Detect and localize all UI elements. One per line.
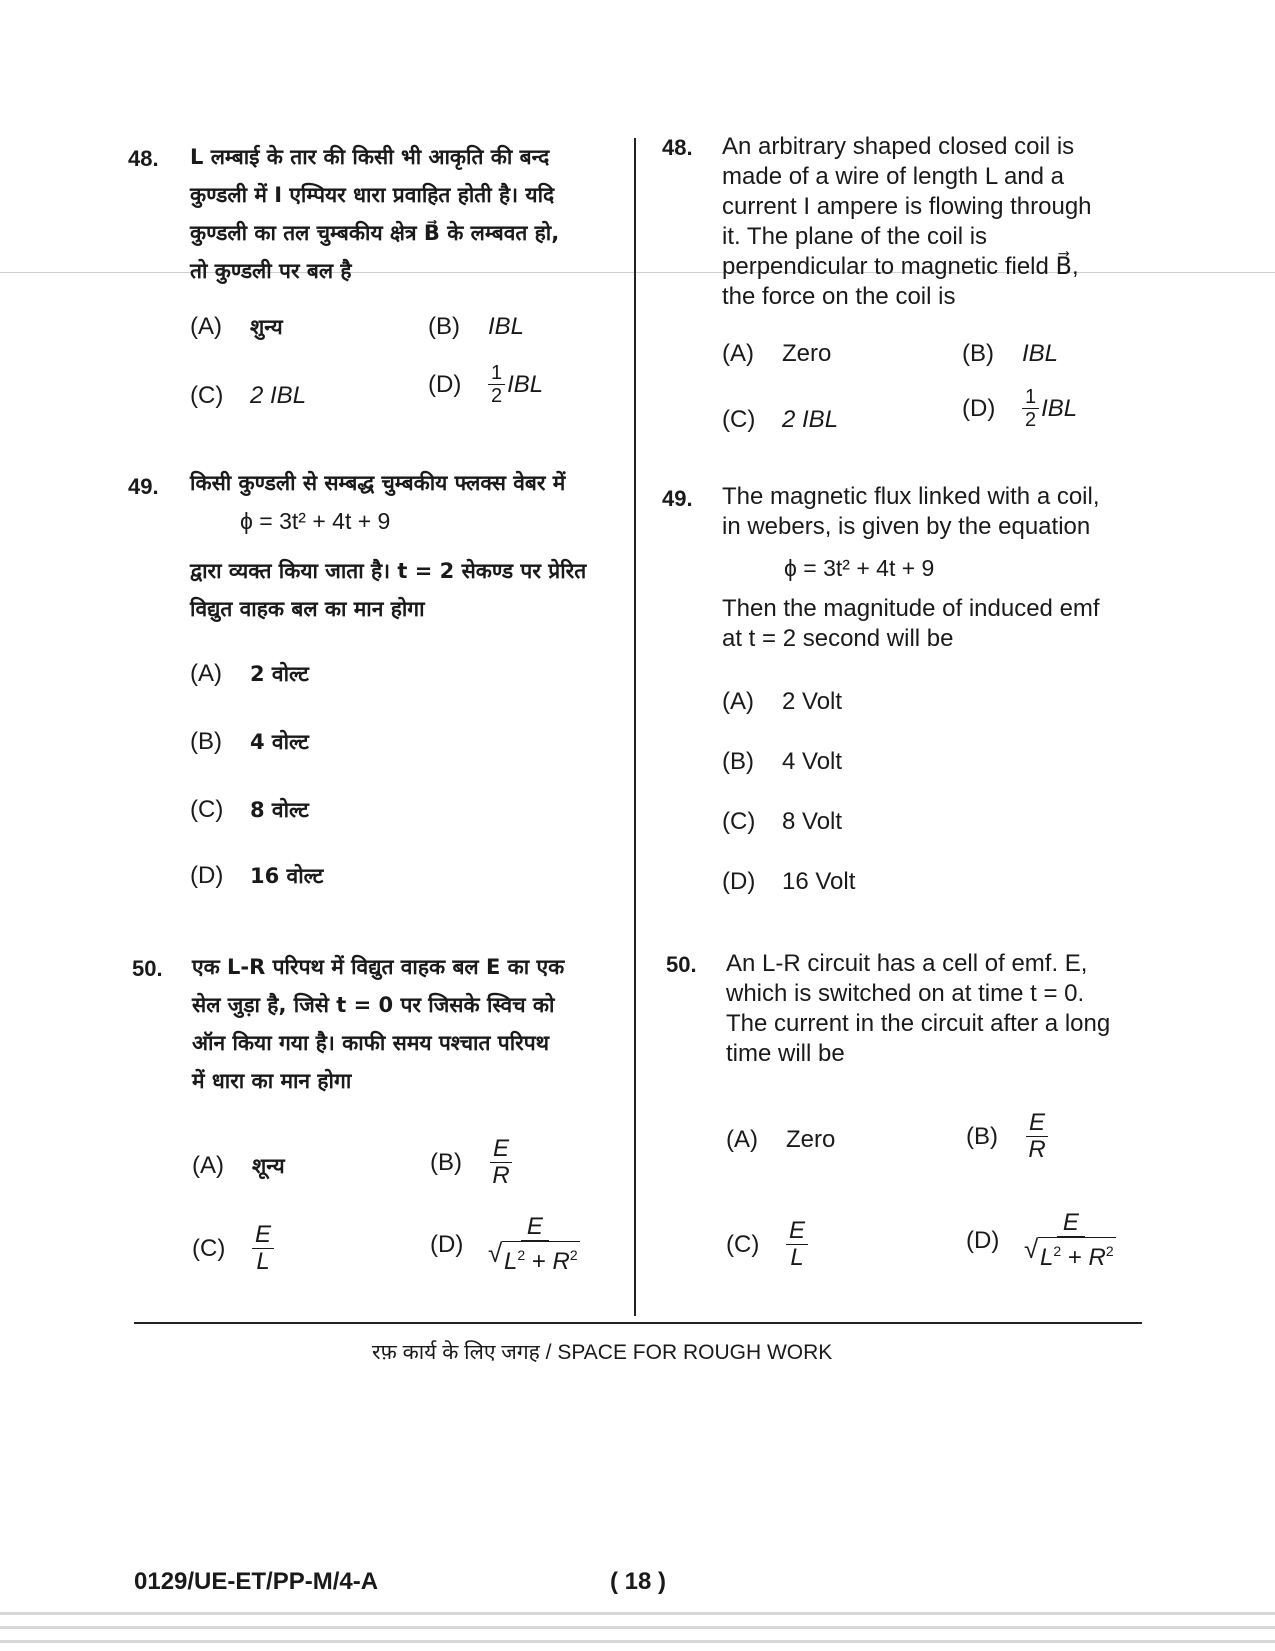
- question-number: 49.: [662, 486, 693, 511]
- text-line: An L-R circuit has a cell of emf. E,: [726, 950, 1088, 977]
- question-text-hindi: [190, 138, 610, 290]
- option-d: (D) $\frac{1}{2}$ IBL: [962, 386, 1078, 431]
- flux-equation: ϕ = 3t² + 4t + 9: [240, 508, 391, 534]
- text-line: The current in the circuit after a long: [726, 1010, 1111, 1037]
- text-line: कुण्डली में I एम्पियर धारा प्रवाहित होती है। यदि: [190, 183, 555, 207]
- option-c: (C) 8 वोल्ट: [190, 796, 309, 823]
- option-b: (B) 4 वोल्ट: [190, 728, 309, 755]
- option-d: (D) 16 Volt: [722, 868, 856, 895]
- question-text-english: [722, 594, 1142, 654]
- question-text-hindi: किसी कुण्डली से सम्बद्ध चुम्बकीय फ्लक्स वेबर में: [190, 471, 566, 495]
- option-d: (D) E √ $L^2 + R^2$: [430, 1214, 580, 1275]
- sqrt-symbol: √ $L^2 + R^2$: [1038, 1237, 1116, 1271]
- text-line: at t = 2 second will be: [722, 625, 954, 652]
- option-b: (B) IBL: [962, 340, 1059, 367]
- question-number: 48.: [662, 135, 693, 160]
- rough-work-label: रफ़ कार्य के लिए जगह / SPACE FOR ROUGH WORK: [372, 1341, 833, 1364]
- option-c: (C) 2 IBL: [722, 406, 839, 433]
- question-number: 50.: [666, 952, 697, 977]
- text-line: the force on the coil is: [722, 283, 956, 310]
- text-line: विद्युत वाहक बल का मान होगा: [190, 597, 425, 621]
- fraction-e-over-sqrt: E √ $L^2 + R^2$: [1026, 1210, 1116, 1271]
- text-line: The magnetic flux linked with a coil,: [722, 483, 1100, 510]
- column-divider: [634, 138, 636, 1316]
- page-number: ( 18 ): [610, 1568, 667, 1595]
- text-line: सेल जुड़ा है, जिसे t = 0 पर जिसके स्विच को: [192, 993, 555, 1017]
- fraction-half: $\frac{1}{2}$: [1022, 386, 1039, 431]
- option-b: (B) IBL: [428, 313, 525, 340]
- text-line: द्वारा व्यक्त किया जाता है। t = 2 सेकण्ड पर प्रेरित: [190, 559, 587, 583]
- option-a: (A) Zero: [726, 1126, 836, 1153]
- fraction-e-over-r: $\frac{E}{R}$: [1026, 1110, 1048, 1163]
- option-c: (C) 2 IBL: [190, 382, 307, 409]
- option-b: (B) 4 Volt: [722, 748, 843, 775]
- text-line: तो कुण्डली पर बल है: [190, 259, 352, 283]
- question-text-english: [726, 949, 1146, 1069]
- option-d: (D) 16 वोल्ट: [190, 862, 324, 889]
- text-line: perpendicular to magnetic field B⃗,: [722, 253, 1079, 280]
- fraction-e-over-r: $\frac{E}{R}$: [490, 1136, 512, 1189]
- option-c: (C) $\frac{E}{L}$: [726, 1218, 808, 1271]
- footer-rule: [134, 1322, 1142, 1324]
- text-line: कुण्डली का तल चुम्बकीय क्षेत्र B⃗ के लम्बवत हो,: [190, 221, 560, 245]
- flux-equation: ϕ = 3t² + 4t + 9: [784, 555, 935, 581]
- text-line: made of a wire of length L and a: [722, 163, 1064, 190]
- text-line: in webers, is given by the equation: [722, 513, 1091, 540]
- option-c: (C) $\frac{E}{L}$: [192, 1222, 274, 1275]
- option-a: (A) 2 वोल्ट: [190, 660, 309, 687]
- option-d: (D) E √ $L^2 + R^2$: [966, 1210, 1116, 1271]
- scan-artifact-line: [0, 1640, 1275, 1643]
- question-number: 48.: [128, 146, 159, 171]
- question-text-english: [722, 482, 1142, 542]
- text-line: में धारा का मान होगा: [192, 1069, 352, 1093]
- option-a: (A) शून्य: [192, 1152, 285, 1179]
- text-line: current I ampere is flowing through: [722, 193, 1092, 220]
- option-a: (A) Zero: [722, 340, 832, 367]
- option-a: (A) 2 Volt: [722, 688, 843, 715]
- option-d: (D) $\frac{1}{2}$ IBL: [428, 362, 544, 407]
- question-text-hindi: [190, 552, 610, 628]
- option-a: (A) शुन्य: [190, 313, 283, 340]
- option-b: (B) $\frac{E}{R}$: [430, 1136, 512, 1189]
- question-text-english: [722, 132, 1142, 312]
- fraction-half: $\frac{1}{2}$: [488, 362, 505, 407]
- text-line: time will be: [726, 1040, 845, 1067]
- text-line: Then the magnitude of induced emf: [722, 595, 1100, 622]
- text-line: L लम्बाई के तार की किसी भी आकृति की बन्द: [190, 145, 550, 169]
- scan-artifact-line: [0, 1612, 1275, 1615]
- text-line: एक L-R परिपथ में विद्युत वाहक बल E का एक: [192, 955, 565, 979]
- fraction-e-over-sqrt: E √ $L^2 + R^2$: [490, 1214, 580, 1275]
- paper-code: 0129/UE-ET/PP-M/4-A: [134, 1568, 379, 1595]
- scan-artifact-line: [0, 1626, 1275, 1629]
- text-line: ऑन किया गया है। काफी समय पश्चात परिपथ: [192, 1031, 550, 1055]
- text-line: An arbitrary shaped closed coil is: [722, 133, 1075, 160]
- text-line: it. The plane of the coil is: [722, 223, 988, 250]
- text-line: which is switched on at time t = 0.: [726, 980, 1085, 1007]
- fraction-e-over-l: $\frac{E}{L}$: [786, 1218, 808, 1271]
- sqrt-symbol: √ $L^2 + R^2$: [502, 1241, 580, 1275]
- fraction-e-over-l: $\frac{E}{L}$: [252, 1222, 274, 1275]
- option-c: (C) 8 Volt: [722, 808, 843, 835]
- question-number: 50.: [132, 956, 163, 981]
- question-text-hindi: [192, 948, 612, 1100]
- option-b: (B) $\frac{E}{R}$: [966, 1110, 1048, 1163]
- question-number: 49.: [128, 474, 159, 499]
